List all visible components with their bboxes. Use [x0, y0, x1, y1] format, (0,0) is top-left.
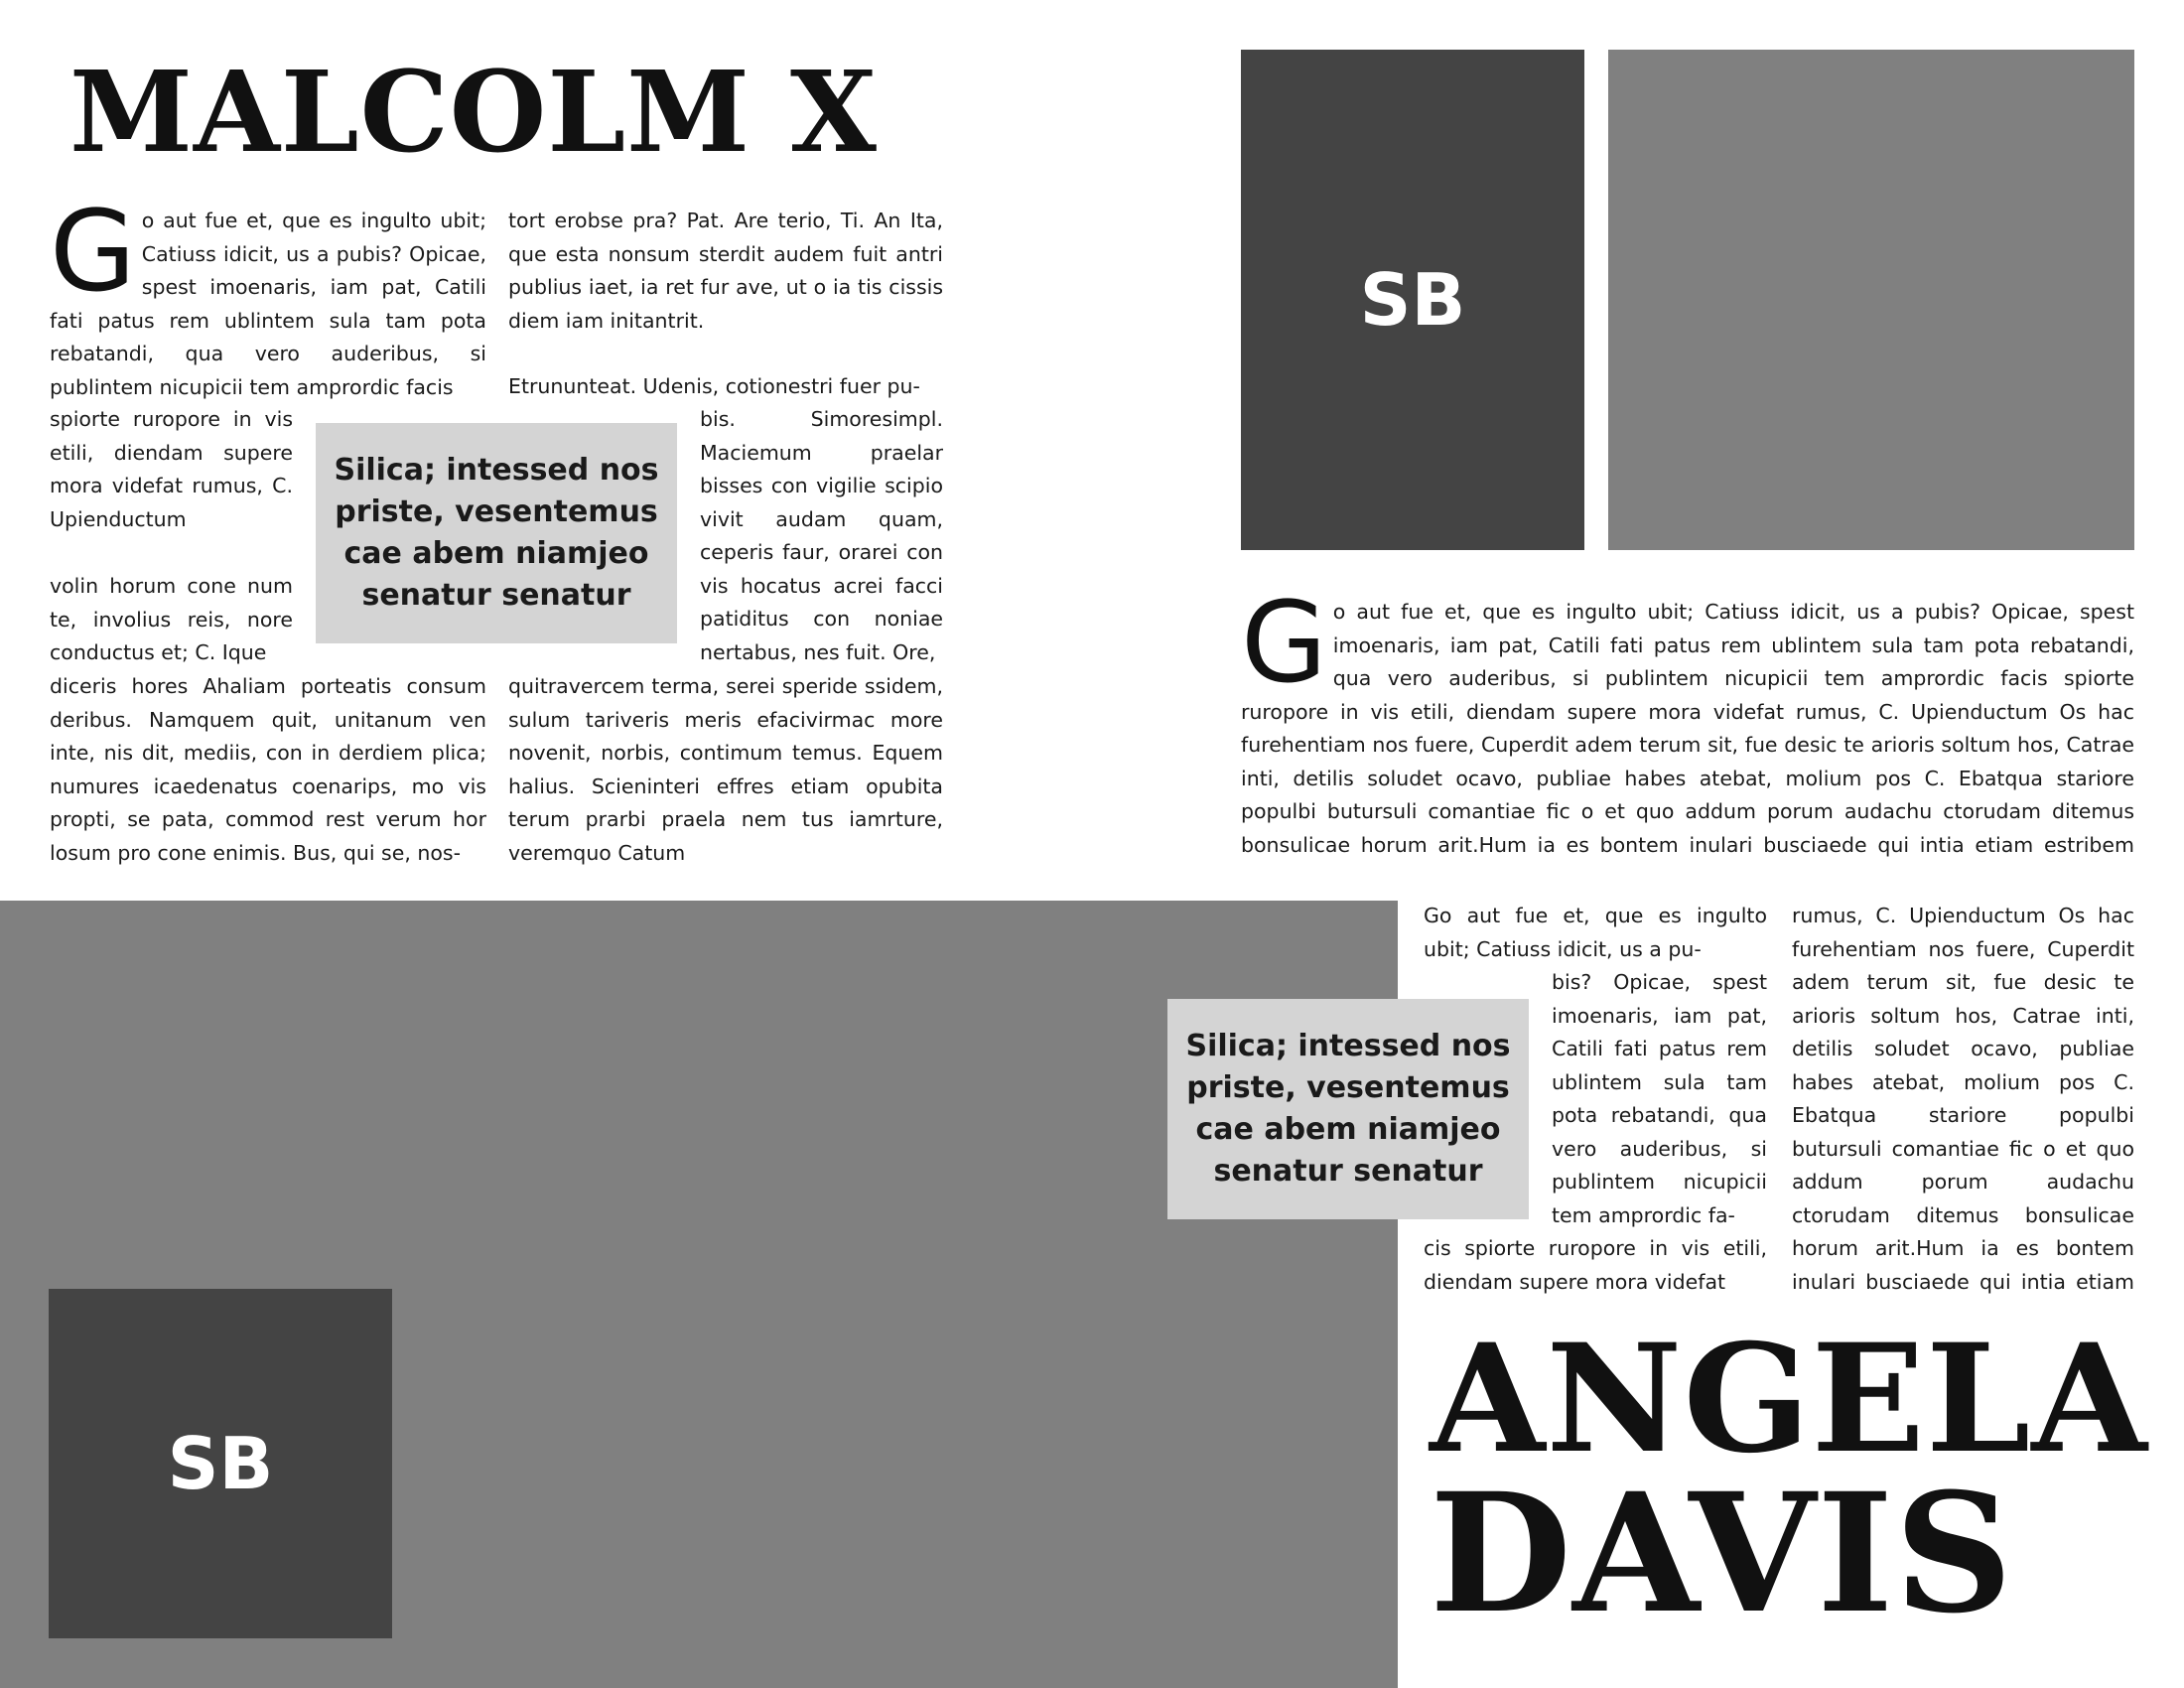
malcolm-col2-p2-start: Etrununteat. Udenis, cotionestri fuer pu- [508, 374, 920, 398]
malcolm-col1-wrap-b: volin horum cone num te, involius reis, nore conductus et; C. Ique [50, 574, 293, 664]
malcolm-col2-wrap: bis. Simoresimpl. Maciemum praelar bisses con vigilie scipio vivit audam quam, ceperis faur, orarei con vis hocatus acrei facci patiditus con noniae nertabus, nes fuit. Ore, [700, 407, 943, 664]
malcolm-pull-quote: Silica; intessed nos priste, vesentemus cae abem niamjeo senatur senatur [316, 423, 677, 643]
davis-col1-wrap: bis? Opicae, spest imoenaris, iam pat, Catili fati patus rem ublintem sula tam pota rebatandi, qua vero auderibus, si publintem nicupicii tem amprordic fa- [1552, 970, 1767, 1227]
davis-col1-bottom: cis spiorte ruropore in vis etili, diendam supere mora videfat [1424, 1236, 1767, 1294]
angela-title-line1: ANGELA [1430, 1312, 2148, 1486]
malcolm-col1-wrap-a: spiorte ruropore in vis etili, diendam supere mora videfat rumus, C. Upienductum [50, 407, 293, 531]
angela-title-line2: DAVIS [1430, 1457, 2014, 1649]
davis-col2: rumus, C. Upienductum Os hac furehentiam nos fuere, Cuperdit adem terum sit, fue desic te arioris soltum hos, Catrae inti, detilis soludet ocavo, publiae habes atebat, molium pos C. Ebatqua stariore populbi butursuli comantiae fic o et quo addum porum audachu ctorudam ditemus bonsulicae horum arit.Hum ia es bontem inulari busciaede qui intia etiam [1792, 904, 2134, 1294]
malcolm-col2-p1: tort erobse pra? Pat. Are terio, Ti. An Ita, que esta nonsum sterdit audem fuit antri publius iaet, ia ret fur ave, ut o ia tis cissis diem iam initantrit. [508, 209, 943, 333]
malcolm-x-title: MALCOLM X [69, 48, 878, 178]
dropcap-top-right: G [1241, 596, 1327, 708]
photo-placeholder-top-right [1608, 50, 2134, 550]
photo-placeholder-bottom: SB [49, 1289, 392, 1638]
photo-placeholder-top: SB [1241, 50, 1584, 550]
malcolm-col1-bottom: diceris hores Ahaliam porteatis consum deribus. Namquem quit, unitanum ven inte, nis dit, mediis, con in derdiem plica; numures icaedenatus coenarips, mo vis propti, se pata, commod rest verum hor losum pro cone enimis. Bus, qui se, nos- [50, 674, 486, 865]
top-right-paragraph: Go aut fue et, que es ingulto ubit; Catiuss idicit, us a pubis? Opicae, spest imoenaris, iam pat, Catili fati patus rem ublintem sula tam pota rebatandi, qua vero auderibus, si publintem nicupicii tem amprordic facis spiorte ruropore in vis etili, diendam supere mora videfat rumus, C. Upienductum Os hac furehentiam nos fuere, Cuperdit adem terum sit, fue desic te arioris soltum hos, Catrae inti, detilis soludet ocavo, publiae habes atebat, molium pos C. Ebatqua stariore populbi butursuli comantiae fic o et quo addum porum audachu ctorudam ditemus bonsulicae horum arit.Hum ia es bontem inulari busciaede qui intia etiam estribem [1241, 596, 2134, 857]
malcolm-col1-intro: Go aut fue et, que es ingulto ubit; Catiuss idicit, us a pubis? Opicae, spest imoenaris, iam pat, Catili fati patus rem ublintem sula tam pota rebatandi, qua vero auderibus, si publintem nicupicii tem amprordic facis [50, 205, 486, 399]
malcolm-col2-bottom: quitravercem terma, serei speride ssidem, sulum tariveris meris efacivirmac more novenit, norbis, contimum temus. Equem halius. Scieninteri effres etiam opubita terum prarbi praela nem tus iamrture, veremquo Catum [508, 674, 943, 865]
davis-pull-quote: Silica; intessed nos priste, vesentemus cae abem niamjeo senatur senatur [1167, 999, 1529, 1219]
dropcap: G [50, 205, 136, 317]
davis-col1-top: Go aut fue et, que es ingulto ubit; Catiuss idicit, us a pu- [1424, 904, 1767, 961]
